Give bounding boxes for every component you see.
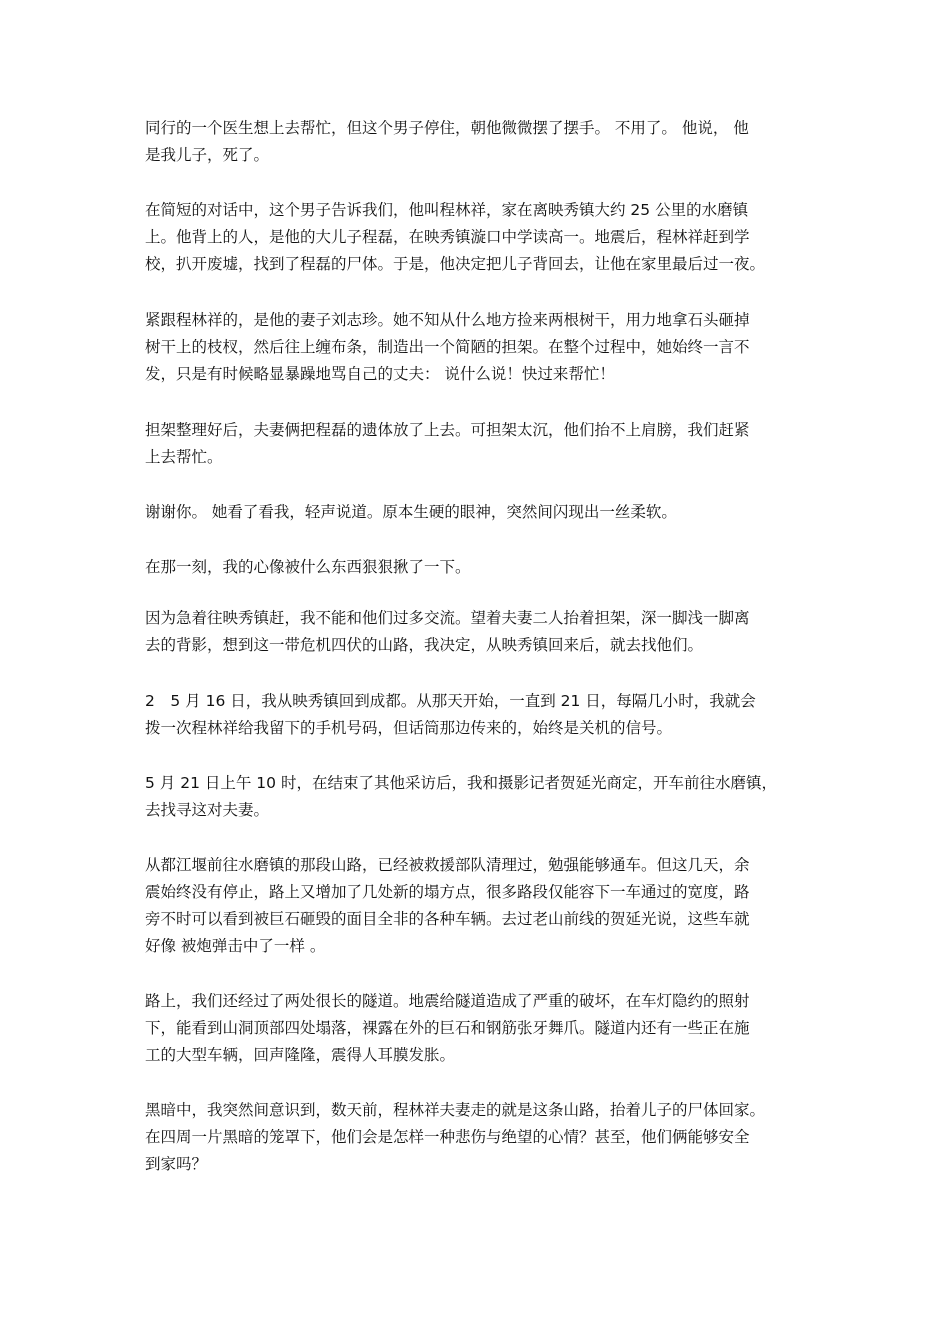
text-line: 拨一次程林祥给我留下的手机号码，但话筒那边传来的，始终是关机的信号。 (145, 719, 673, 737)
text-line: 从都江堰前往水磨镇的那段山路，已经被救援部队清理过，勉强能够通车。但这几天，余 (145, 856, 750, 874)
text-line: 担架整理好后，夫妻俩把程磊的遗体放了上去。可担架太沉，他们抬不上肩膀，我们赶紧 (145, 421, 750, 439)
text-line: 路上，我们还经过了两处很长的隧道。地震给隧道造成了严重的破坏，在车灯隐约的照射 (145, 992, 750, 1010)
paragraph-3 (145, 307, 835, 388)
text-line: 去找寻这对夫妻。 (145, 801, 270, 819)
paragraph-11 (145, 988, 835, 1069)
text-line: 校，扒开废墟，找到了程磊的尸体。于是，他决定把儿子背回去，让他在家里最后过一夜。 (145, 255, 766, 273)
paragraph-2 (145, 197, 835, 278)
text-line: 谢谢你。 她看了看我，轻声说道。原本生硬的眼神，突然间闪现出一丝柔软。 (145, 503, 677, 521)
text-line: 同行的一个医生想上去帮忙，但这个男子停住，朝他微微摆了摆手。 不用了。 他说， 他 (145, 119, 749, 137)
text-line: 树干上的枝杈，然后往上缠布条，制造出一个简陋的担架。在整个过程中，她始终一言不 (145, 338, 750, 356)
paragraph-1 (145, 115, 835, 169)
text-line: 上。他背上的人，是他的大儿子程磊，在映秀镇漩口中学读高一。地震后，程林祥赶到学 (145, 228, 750, 246)
text-line: 好像 被炮弹击中了一样 。 (145, 937, 326, 955)
text-line: 去的背影，想到这一带危机四伏的山路，我决定，从映秀镇回来后，就去找他们。 (145, 636, 704, 654)
text-line: 在简短的对话中，这个男子告诉我们，他叫程林祥，家在离映秀镇大约 25 公里的水磨镇 (145, 201, 749, 219)
paragraph-6 (145, 554, 835, 581)
text-line: 2 5 月 16 日，我从映秀镇回到成都。从那天开始，一直到 21 日，每隔几小时，我就会 (145, 692, 756, 710)
paragraph-9 (145, 770, 835, 824)
paragraph-5 (145, 499, 835, 526)
text-line: 下，能看到山洞顶部四处塌落，裸露在外的巨石和钢筋张牙舞爪。隧道内还有一些正在施 (145, 1019, 750, 1037)
text-line: 黑暗中，我突然间意识到，数天前，程林祥夫妻走的就是这条山路，抬着儿子的尸体回家。 (145, 1101, 766, 1119)
text-line: 震始终没有停止，路上又增加了几处新的塌方点，很多路段仅能容下一车通过的宽度，路 (145, 883, 750, 901)
text-line: 到家吗？ (145, 1155, 208, 1173)
text-line: 5 月 21 日上午 10 时，在结束了其他采访后，我和摄影记者贺延光商定，开车前往水磨镇， (145, 774, 777, 792)
text-line: 在那一刻，我的心像被什么东西狠狠揪了一下。 (145, 558, 471, 576)
paragraph-8 (145, 688, 835, 742)
text-line: 因为急着往映秀镇赶，我不能和他们过多交流。望着夫妻二人抬着担架，深一脚浅一脚离 (145, 609, 750, 627)
text-line: 在四周一片黑暗的笼罩下，他们会是怎样一种悲伤与绝望的心情？甚至，他们俩能够安全 (145, 1128, 750, 1146)
text-line: 工的大型车辆，回声隆隆，震得人耳膜发胀。 (145, 1046, 456, 1064)
paragraph-10 (145, 852, 835, 960)
text-line: 上去帮忙。 (145, 448, 223, 466)
paragraph-7 (145, 605, 835, 659)
text-line: 发，只是有时候略显暴躁地骂自己的丈夫： 说什么说！快过来帮忙！ (145, 365, 615, 383)
paragraph-4 (145, 417, 835, 471)
paragraph-12 (145, 1097, 835, 1178)
text-line: 旁不时可以看到被巨石砸毁的面目全非的各种车辆。去过老山前线的贺延光说，这些车就 (145, 910, 750, 928)
text-line: 紧跟程林祥的，是他的妻子刘志珍。她不知从什么地方捡来两根树干，用力地拿石头砸掉 (145, 311, 750, 329)
text-line: 是我儿子，死了。 (145, 146, 270, 164)
